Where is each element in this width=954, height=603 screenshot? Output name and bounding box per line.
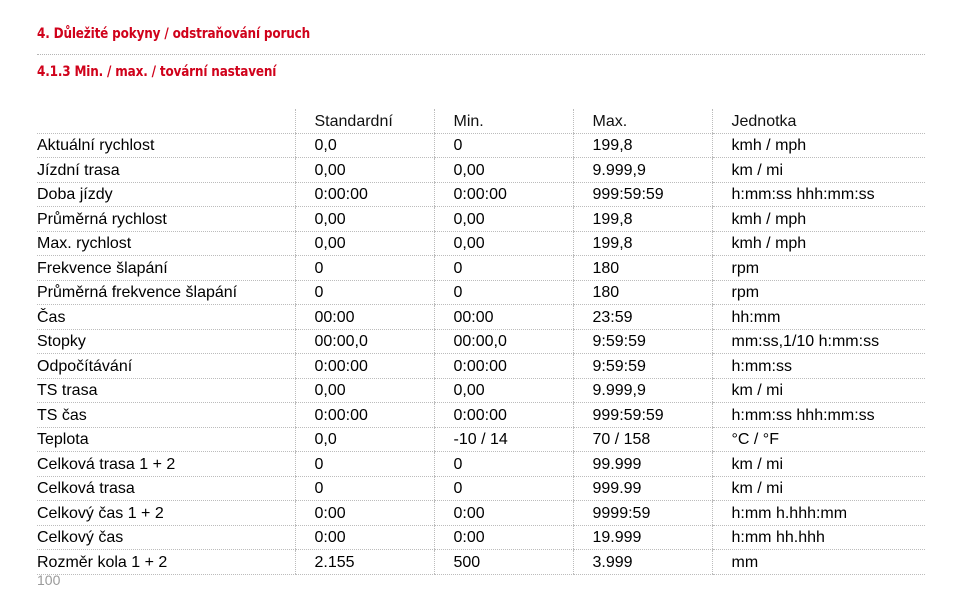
standard-value: 0,0 — [295, 427, 434, 452]
standard-value: 0 — [295, 256, 434, 281]
standard-value: 0:00 — [295, 525, 434, 550]
unit: km / mi — [712, 378, 925, 403]
table-row — [37, 501, 925, 526]
header-unit: Jednotka — [712, 109, 925, 133]
standard-value: 0,00 — [295, 231, 434, 256]
unit: kmh / mph — [712, 133, 925, 158]
parameter-name: Celkový čas — [37, 525, 295, 550]
parameter-name: Celkový čas 1 + 2 — [37, 501, 295, 526]
unit: h:mm:ss hhh:mm:ss — [712, 403, 925, 428]
unit: mm — [712, 550, 925, 575]
parameter-name: Max. rychlost — [37, 231, 295, 256]
table-row — [37, 231, 925, 256]
header-max: Max. — [573, 109, 712, 133]
max-value: 199,8 — [573, 231, 712, 256]
standard-value: 0:00:00 — [295, 354, 434, 379]
header-standard: Standardní — [295, 109, 434, 133]
table-row — [37, 452, 925, 477]
max-value: 3.999 — [573, 550, 712, 575]
section-title: 4. Důležité pokyny / odstraňování poruch — [37, 26, 311, 42]
min-value: 00:00 — [434, 305, 573, 330]
header-parameter — [37, 109, 295, 133]
unit: rpm — [712, 280, 925, 305]
min-value: 0 — [434, 452, 573, 477]
table-row — [37, 427, 925, 452]
standard-value: 0:00 — [295, 501, 434, 526]
table-row — [37, 256, 925, 281]
unit: h:mm hh.hhh — [712, 525, 925, 550]
max-value: 9:59:59 — [573, 329, 712, 354]
header-min: Min. — [434, 109, 573, 133]
standard-value: 0,00 — [295, 158, 434, 183]
standard-value: 0,0 — [295, 133, 434, 158]
table-row — [37, 378, 925, 403]
unit: mm:ss,1/10 h:mm:ss — [712, 329, 925, 354]
min-value: 00:00,0 — [434, 329, 573, 354]
unit: °C / °F — [712, 427, 925, 452]
parameter-name: Frekvence šlapání — [37, 256, 295, 281]
unit: h:mm:ss hhh:mm:ss — [712, 182, 925, 207]
standard-value: 0 — [295, 280, 434, 305]
table-row — [37, 403, 925, 428]
unit: kmh / mph — [712, 207, 925, 232]
min-value: -10 / 14 — [434, 427, 573, 452]
min-value: 500 — [434, 550, 573, 575]
max-value: 199,8 — [573, 133, 712, 158]
standard-value: 0:00:00 — [295, 403, 434, 428]
standard-value: 0 — [295, 452, 434, 477]
parameter-name: Celková trasa 1 + 2 — [37, 452, 295, 477]
table-row — [37, 133, 925, 158]
max-value: 9.999,9 — [573, 378, 712, 403]
table-row — [37, 550, 925, 575]
standard-value: 0 — [295, 476, 434, 501]
parameter-name: Rozměr kola 1 + 2 — [37, 550, 295, 575]
parameter-name: Stopky — [37, 329, 295, 354]
table-row — [37, 305, 925, 330]
max-value: 19.999 — [573, 525, 712, 550]
standard-value: 0,00 — [295, 378, 434, 403]
min-value: 0 — [434, 256, 573, 281]
max-value: 9.999,9 — [573, 158, 712, 183]
max-value: 180 — [573, 280, 712, 305]
min-value: 0:00:00 — [434, 354, 573, 379]
min-value: 0:00 — [434, 525, 573, 550]
unit: km / mi — [712, 452, 925, 477]
divider — [37, 54, 925, 55]
table-row — [37, 207, 925, 232]
max-value: 999.99 — [573, 476, 712, 501]
min-value: 0:00:00 — [434, 403, 573, 428]
table-row — [37, 182, 925, 207]
parameter-name: Celková trasa — [37, 476, 295, 501]
page-number: 100 — [37, 572, 61, 588]
subsection-title: 4.1.3 Min. / max. / tovární nastavení — [37, 64, 277, 80]
parameter-name: Teplota — [37, 427, 295, 452]
parameter-name: Průměrná rychlost — [37, 207, 295, 232]
parameter-name: Průměrná frekvence šlapání — [37, 280, 295, 305]
max-value: 99.999 — [573, 452, 712, 477]
parameter-name: Aktuální rychlost — [37, 133, 295, 158]
max-value: 180 — [573, 256, 712, 281]
table-row — [37, 280, 925, 305]
standard-value: 00:00,0 — [295, 329, 434, 354]
min-value: 0,00 — [434, 231, 573, 256]
max-value: 9999:59 — [573, 501, 712, 526]
table-row — [37, 158, 925, 183]
parameter-name: Jízdní trasa — [37, 158, 295, 183]
unit: rpm — [712, 256, 925, 281]
max-value: 9:59:59 — [573, 354, 712, 379]
min-value: 0,00 — [434, 207, 573, 232]
unit: hh:mm — [712, 305, 925, 330]
parameter-name: Odpočítávání — [37, 354, 295, 379]
table-header-row — [37, 109, 925, 133]
parameter-name: Doba jízdy — [37, 182, 295, 207]
parameter-name: Čas — [37, 305, 295, 330]
min-value: 0:00:00 — [434, 182, 573, 207]
max-value: 199,8 — [573, 207, 712, 232]
table-row — [37, 354, 925, 379]
table-row — [37, 525, 925, 550]
parameter-name: TS čas — [37, 403, 295, 428]
max-value: 23:59 — [573, 305, 712, 330]
standard-value: 0,00 — [295, 207, 434, 232]
unit: km / mi — [712, 158, 925, 183]
min-value: 0 — [434, 280, 573, 305]
min-value: 0 — [434, 476, 573, 501]
standard-value: 00:00 — [295, 305, 434, 330]
unit: km / mi — [712, 476, 925, 501]
table-row — [37, 476, 925, 501]
min-value: 0:00 — [434, 501, 573, 526]
min-value: 0 — [434, 133, 573, 158]
table-row — [37, 329, 925, 354]
max-value: 999:59:59 — [573, 182, 712, 207]
min-value: 0,00 — [434, 158, 573, 183]
max-value: 999:59:59 — [573, 403, 712, 428]
parameter-name: TS trasa — [37, 378, 295, 403]
settings-table — [37, 109, 925, 575]
max-value: 70 / 158 — [573, 427, 712, 452]
min-value: 0,00 — [434, 378, 573, 403]
unit: h:mm:ss — [712, 354, 925, 379]
standard-value: 0:00:00 — [295, 182, 434, 207]
unit: kmh / mph — [712, 231, 925, 256]
standard-value: 2.155 — [295, 550, 434, 575]
unit: h:mm h.hhh:mm — [712, 501, 925, 526]
